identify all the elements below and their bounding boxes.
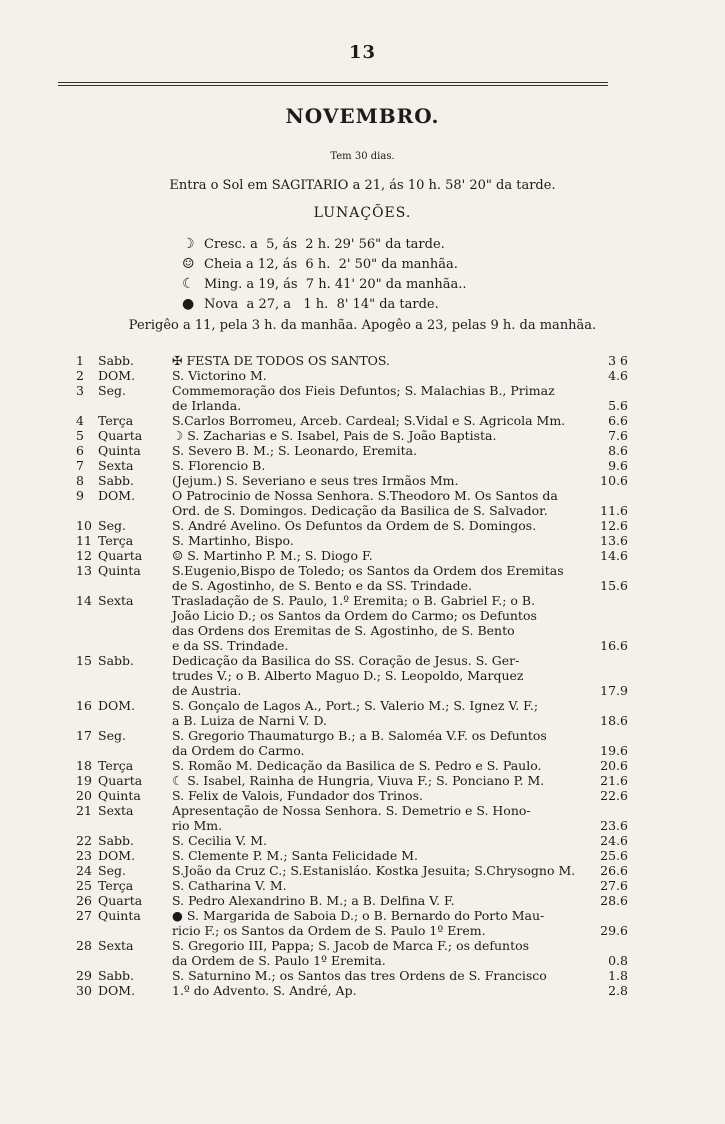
entry-day: 30 — [76, 983, 92, 998]
lunations-heading: LUNAÇÕES. — [313, 205, 412, 221]
cross-icon: ✠ — [172, 353, 183, 368]
entry-text — [172, 383, 594, 413]
calendar-entry — [76, 848, 628, 863]
entry-day: 11 — [76, 533, 92, 548]
calendar-entry — [76, 908, 628, 938]
entry-text-body: Trasladação de S. Paulo, 1.º Eremita; o B. Gabriel F.; o B. João Licio D.; os Santos da Ordem do Carmo; os Defuntos das Ordens dos Eremitas de S. Agostinho, de S. Bento e da SS. Trindade. — [172, 593, 537, 653]
entry-weekday: Quinta — [98, 908, 141, 923]
entry-day: 5 — [76, 428, 84, 443]
entry-weekday: Terça — [98, 758, 134, 773]
entry-text — [172, 353, 594, 368]
entry-text — [172, 983, 594, 998]
calendar-entry — [76, 383, 628, 413]
entry-day: 17 — [76, 728, 92, 743]
entry-text — [172, 368, 594, 383]
entry-text-body: FESTA DE TODOS OS SANTOS. — [186, 353, 390, 368]
entry-weekday: Sabb. — [98, 353, 134, 368]
entry-moon-age: 16.6 — [600, 638, 628, 653]
entry-day: 7 — [76, 458, 84, 473]
entry-text — [172, 833, 594, 848]
entry-day: 28 — [76, 938, 92, 953]
entry-day: 2 — [76, 368, 84, 383]
calendar-entry — [76, 518, 628, 533]
entry-text — [172, 533, 594, 548]
entry-weekday: Terça — [98, 878, 134, 893]
entry-day: 22 — [76, 833, 92, 848]
entry-text — [172, 758, 594, 773]
entry-moon-age: 14.6 — [600, 548, 628, 563]
entry-weekday: Seg. — [98, 518, 126, 533]
lunation-row — [182, 234, 467, 254]
calendar-entry — [76, 878, 628, 893]
entry-weekday: Sabb. — [98, 653, 134, 668]
entry-weekday: Quarta — [98, 428, 143, 443]
entry-moon-age: 8.6 — [608, 443, 628, 458]
entry-text — [172, 863, 594, 878]
entry-text-body: S. Gregorio III, Pappa; S. Jacob de Marca F.; os defuntos da Ordem de S. Paulo 1º Eremita. — [172, 938, 530, 968]
calendar-entry — [76, 863, 628, 878]
entry-text-body: Dedicação da Basilica do SS. Coração de Jesus. S. Ger- trudes V.; o B. Alberto Maguo D.; S. Leopoldo, Marquez de Austria. — [172, 653, 524, 698]
entry-text — [172, 773, 594, 788]
entry-weekday: Quinta — [98, 563, 141, 578]
new-moon-icon: ● — [182, 296, 195, 312]
entry-text — [172, 938, 594, 968]
entry-text — [172, 968, 594, 983]
moon-phase-icon: ☺ — [172, 548, 184, 563]
calendar-entry — [76, 533, 628, 548]
entry-day: 10 — [76, 518, 92, 533]
entry-text-body: S. Florencio B. — [172, 458, 266, 473]
entry-weekday: Sexta — [98, 803, 134, 818]
entry-day: 14 — [76, 593, 92, 608]
calendar-entry — [76, 728, 628, 758]
entry-moon-age: 13.6 — [600, 533, 628, 548]
entry-text-body: S. Martinho, Bispo. — [172, 533, 294, 548]
entry-text-body: S. Cecilia V. M. — [172, 833, 268, 848]
lunations-list — [182, 234, 467, 314]
calendar-entry — [76, 593, 628, 653]
moon-phase-icon: ☽ — [172, 428, 184, 443]
days-note: Tem 30 dias. — [330, 151, 395, 162]
perigee-line: Perigêo a 11, pela 3 h. da manhãa. Apogêo a 23, pelas 9 h. da manhãa. — [128, 318, 597, 333]
entry-text — [172, 413, 594, 428]
entry-weekday: Terça — [98, 413, 134, 428]
entry-text — [172, 908, 594, 938]
entry-text-body: (Jejum.) S. Severiano e seus tres Irmãos Mm. — [172, 473, 459, 488]
entry-text — [172, 728, 594, 758]
entry-moon-age: 9.6 — [608, 458, 628, 473]
entry-text — [172, 563, 594, 593]
entry-text-body: S. Felix de Valois, Fundador dos Trinos. — [172, 788, 423, 803]
entry-text-body: S. Catharina V. M. — [172, 878, 287, 893]
calendar-entry — [76, 488, 628, 518]
entry-weekday: DOM. — [98, 983, 136, 998]
entry-day: 21 — [76, 803, 92, 818]
entry-moon-age: 4.6 — [608, 368, 628, 383]
calendar-entry — [76, 473, 628, 488]
entry-text-body: S. Pedro Alexandrino B. M.; a B. Delfina V. F. — [172, 893, 455, 908]
calendar-entry — [76, 788, 628, 803]
entry-text-body: Apresentação de Nossa Senhora. S. Demetrio e S. Hono- rio Mm. — [172, 803, 531, 833]
entry-day: 26 — [76, 893, 92, 908]
entry-weekday: Seg. — [98, 383, 126, 398]
entry-moon-age: 0.8 — [608, 953, 628, 968]
entry-weekday: Quinta — [98, 788, 141, 803]
entry-day: 25 — [76, 878, 92, 893]
entry-weekday: Quarta — [98, 893, 143, 908]
entry-text — [172, 443, 594, 458]
entry-moon-age: 23.6 — [600, 818, 628, 833]
entry-day: 13 — [76, 563, 92, 578]
entry-day: 8 — [76, 473, 84, 488]
lunation-text: Cheia a 12, ás 6 h. 2' 50" da manhãa. — [204, 256, 458, 272]
entry-text-body: S.João da Cruz C.; S.Estanisláo. Kostka Jesuita; S.Chrysogno M. — [172, 863, 576, 878]
entry-day: 9 — [76, 488, 84, 503]
entry-text — [172, 428, 594, 443]
calendar-entry — [76, 458, 628, 473]
entry-text — [172, 548, 594, 563]
entry-text-body: S. Zacharias e S. Isabel, Pais de S. João Baptista. — [187, 428, 497, 443]
calendar-entry — [76, 698, 628, 728]
entry-moon-age: 20.6 — [600, 758, 628, 773]
lunation-text: Cresc. a 5, ás 2 h. 29' 56" da tarde. — [204, 236, 445, 252]
entry-weekday: DOM. — [98, 368, 136, 383]
calendar-entry — [76, 983, 628, 998]
sun-entry: Entra o Sol em SAGITARIO a 21, ás 10 h. 58' 20" da tarde. — [169, 178, 556, 193]
full-moon-icon: ☺ — [182, 256, 195, 272]
entry-text-body: S.Carlos Borromeu, Arceb. Cardeal; S.Vidal e S. Agricola Mm. — [172, 413, 566, 428]
calendar-entry — [76, 803, 628, 833]
calendar-entry — [76, 833, 628, 848]
lunation-text: Ming. a 19, ás 7 h. 41' 20" da manhãa.. — [204, 276, 467, 292]
entry-text — [172, 518, 594, 533]
entry-weekday: Sabb. — [98, 968, 134, 983]
first-quarter-moon-icon: ☽ — [182, 236, 195, 252]
entry-weekday: DOM. — [98, 698, 136, 713]
entry-text-body: S. Severo B. M.; S. Leonardo, Eremita. — [172, 443, 418, 458]
calendar-entry — [76, 428, 628, 443]
header-rule — [58, 82, 608, 86]
entry-moon-age: 27.6 — [600, 878, 628, 893]
entry-text — [172, 788, 594, 803]
entry-day: 15 — [76, 653, 92, 668]
entry-day: 1 — [76, 353, 84, 368]
entry-day: 24 — [76, 863, 92, 878]
entry-weekday: Seg. — [98, 728, 126, 743]
entry-moon-age: 24.6 — [600, 833, 628, 848]
calendar-entry — [76, 968, 628, 983]
moon-phase-icon: ● — [172, 908, 183, 923]
entry-weekday: Quarta — [98, 548, 143, 563]
entry-weekday: Sabb. — [98, 833, 134, 848]
calendar-entry — [76, 893, 628, 908]
entry-weekday: Sexta — [98, 593, 134, 608]
calendar-entry — [76, 938, 628, 968]
entry-moon-age: 6.6 — [608, 413, 628, 428]
entry-moon-age: 11.6 — [600, 503, 628, 518]
entry-weekday: DOM. — [98, 848, 136, 863]
entry-moon-age: 21.6 — [600, 773, 628, 788]
moon-phase-icon: ☾ — [172, 773, 184, 788]
entry-moon-age: 2.8 — [608, 983, 628, 998]
entry-text-body: S. Romão M. Dedicação da Basilica de S. Pedro e S. Paulo. — [172, 758, 542, 773]
entry-weekday: Seg. — [98, 863, 126, 878]
entry-day: 18 — [76, 758, 92, 773]
entry-text-body: S. André Avelino. Os Defuntos da Ordem de S. Domingos. — [172, 518, 537, 533]
calendar-entry — [76, 653, 628, 698]
entry-moon-age: 28.6 — [600, 893, 628, 908]
entry-text-body: 1.º do Advento. S. André, Ap. — [172, 983, 357, 998]
entry-moon-age: 18.6 — [600, 713, 628, 728]
entry-weekday: Terça — [98, 533, 134, 548]
entry-day: 3 — [76, 383, 84, 398]
entry-text — [172, 698, 594, 728]
entry-text — [172, 488, 594, 518]
entry-day: 12 — [76, 548, 92, 563]
entry-text — [172, 473, 594, 488]
last-quarter-moon-icon: ☾ — [182, 276, 195, 292]
entry-day: 20 — [76, 788, 92, 803]
calendar-entries — [76, 353, 628, 998]
entry-day: 16 — [76, 698, 92, 713]
entry-text — [172, 593, 594, 653]
calendar-entry — [76, 548, 628, 563]
entry-day: 4 — [76, 413, 84, 428]
entry-moon-age: 26.6 — [600, 863, 628, 878]
entry-text-body: S. Victorino M. — [172, 368, 267, 383]
entry-text-body: O Patrocinio de Nossa Senhora. S.Theodoro M. Os Santos da Ord. de S. Domingos. Dedicação da Basilica de S. Salvador. — [172, 488, 558, 518]
entry-weekday: Quarta — [98, 773, 143, 788]
entry-moon-age: 17.9 — [600, 683, 628, 698]
entry-moon-age: 7.6 — [608, 428, 628, 443]
entry-text — [172, 803, 594, 833]
entry-moon-age: 5.6 — [608, 398, 628, 413]
lunation-row — [182, 254, 467, 274]
calendar-entry — [76, 563, 628, 593]
entry-weekday: DOM. — [98, 488, 136, 503]
entry-text-body: S. Gregorio Thaumaturgo B.; a B. Saloméa V.F. os Defuntos da Ordem do Carmo. — [172, 728, 547, 758]
entry-weekday: Sexta — [98, 938, 134, 953]
entry-day: 29 — [76, 968, 92, 983]
entry-text-body: S. Gonçalo de Lagos A., Port.; S. Valerio M.; S. Ignez V. F.; a B. Luiza de Narni V. D. — [172, 698, 539, 728]
entry-text-body: S. Margarida de Saboia D.; o B. Bernardo do Porto Mau- ricio F.; os Santos da Ordem de S. Paulo 1º Erem. — [172, 908, 545, 938]
entry-moon-age: 19.6 — [600, 743, 628, 758]
calendar-entry — [76, 443, 628, 458]
entry-text — [172, 878, 594, 893]
entry-text — [172, 653, 594, 698]
lunation-row — [182, 294, 467, 314]
entry-day: 27 — [76, 908, 92, 923]
calendar-entry — [76, 368, 628, 383]
entry-moon-age: 10.6 — [600, 473, 628, 488]
entry-day: 23 — [76, 848, 92, 863]
entry-text — [172, 458, 594, 473]
entry-text-body: S. Martinho P. M.; S. Diogo F. — [187, 548, 373, 563]
entry-text — [172, 848, 594, 863]
entry-moon-age: 15.6 — [600, 578, 628, 593]
entry-text-body: S. Isabel, Rainha de Hungria, Viuva F.; S. Ponciano P. M. — [187, 773, 545, 788]
lunation-row — [182, 274, 467, 294]
calendar-entry — [76, 773, 628, 788]
calendar-entry — [76, 413, 628, 428]
page-number: 13 — [348, 42, 377, 63]
calendar-entry — [76, 353, 628, 368]
entry-moon-age: 3 6 — [608, 353, 628, 368]
entry-moon-age: 25.6 — [600, 848, 628, 863]
entry-weekday: Sexta — [98, 458, 134, 473]
month-title: NOVEMBRO. — [285, 104, 440, 128]
entry-text-body: S. Clemente P. M.; Santa Felicidade M. — [172, 848, 418, 863]
entry-moon-age: 1.8 — [608, 968, 628, 983]
entry-day: 6 — [76, 443, 84, 458]
entry-moon-age: 22.6 — [600, 788, 628, 803]
entry-moon-age: 12.6 — [600, 518, 628, 533]
lunation-text: Nova a 27, a 1 h. 8' 14" da tarde. — [204, 296, 439, 312]
entry-text-body: Commemoração dos Fieis Defuntos; S. Malachias B., Primaz de Irlanda. — [172, 383, 555, 413]
entry-text — [172, 893, 594, 908]
entry-weekday: Quinta — [98, 443, 141, 458]
entry-text-body: S.Eugenio,Bispo de Toledo; os Santos da Ordem dos Eremitas de S. Agostinho, de S. Bento e da SS. Trindade. — [172, 563, 564, 593]
calendar-entry — [76, 758, 628, 773]
entry-day: 19 — [76, 773, 92, 788]
entry-weekday: Sabb. — [98, 473, 134, 488]
entry-text-body: S. Saturnino M.; os Santos das tres Ordens de S. Francisco — [172, 968, 547, 983]
entry-moon-age: 29.6 — [600, 923, 628, 938]
